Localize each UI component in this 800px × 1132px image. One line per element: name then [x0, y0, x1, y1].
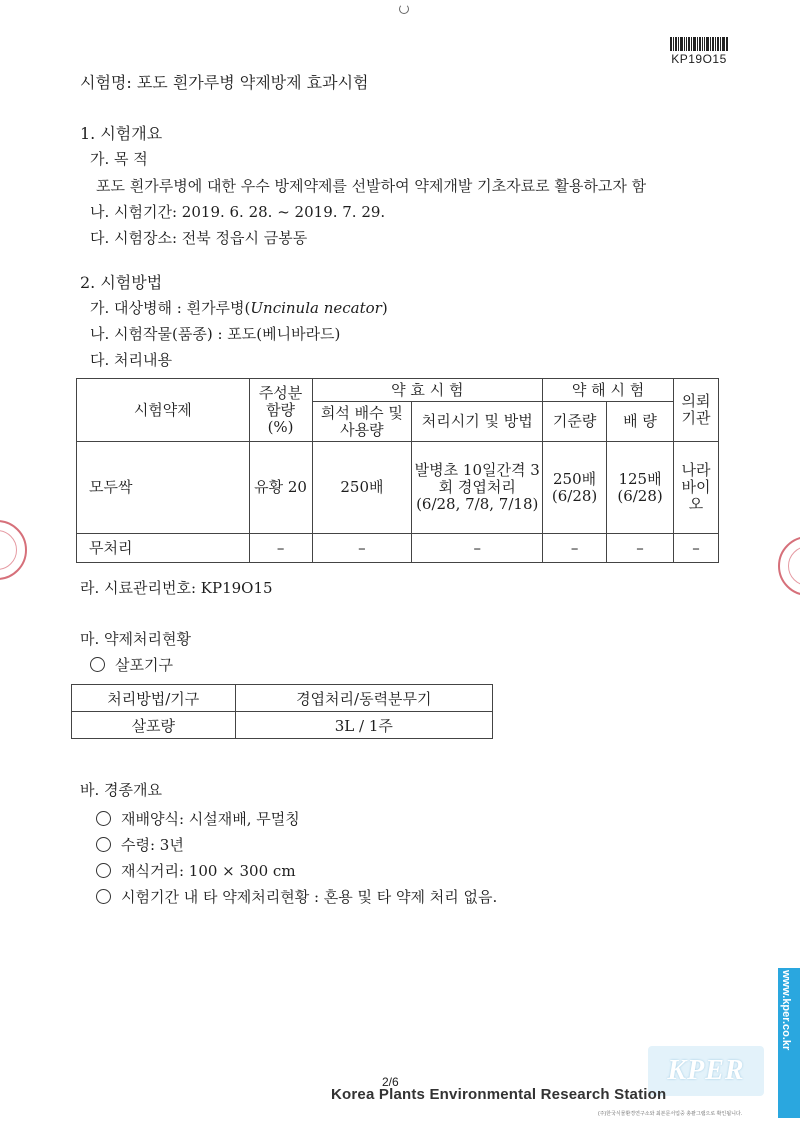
cell-agent: 모두싹 [77, 442, 250, 534]
cell-ingredient: – [249, 534, 312, 563]
right-seal-stamp [778, 536, 800, 596]
cell-requester: 나라 바이 오 [674, 442, 719, 534]
sample-number: 라. 시료관리번호: KP19O15 [80, 579, 273, 597]
header-double: 배 량 [607, 402, 674, 442]
cell-timing: 발병초 10일간격 3회 경엽처리 (6/28, 7/8, 7/18) [412, 442, 543, 534]
target-scientific-name: Uncinula necator [250, 299, 382, 317]
spray-equipment-label: 살포기구 [115, 656, 173, 674]
cell-standard: – [543, 534, 607, 563]
header-agent: 시험약제 [77, 379, 250, 442]
cell-double: – [607, 534, 674, 563]
cultivation-label: 바. 경종개요 [80, 781, 162, 799]
target-disease: 가. 대상병해 : 흰가루병(Uncinula necator) [90, 299, 388, 317]
header-standard: 기준량 [543, 402, 607, 442]
website-url: www.kper.co.kr [780, 970, 792, 1051]
circle-bullet-icon [96, 863, 111, 878]
circle-bullet-icon [90, 657, 105, 672]
circle-bullet-icon [96, 889, 111, 904]
test-crop: 나. 시험작물(품종) : 포도(베니바라드) [90, 325, 341, 343]
cell-dilution: 250배 [312, 442, 412, 534]
cell-ingredient: 유황 20 [249, 442, 312, 534]
cell-double: 125배 (6/28) [607, 442, 674, 534]
barcode-block [668, 37, 730, 66]
spray-table [71, 684, 493, 739]
purpose-label: 가. 목 적 [90, 150, 148, 168]
list-item: 재식거리: 100 × 300 cm [96, 860, 296, 881]
footer-verification-note: (주)한국식물환경연구소와 최본문서업중 총괄그램으로 확인됩니다. [598, 1111, 743, 1117]
treatment-label: 다. 처리내용 [90, 351, 172, 369]
spray-status-label: 마. 약제처리현황 [80, 630, 191, 648]
table-row [72, 712, 493, 739]
document-title: 시험명: 포도 흰가루병 약제방제 효과시험 [80, 73, 369, 92]
circle-bullet-icon [96, 837, 111, 852]
punch-hole-mark [399, 4, 409, 14]
treatment-table [76, 378, 719, 563]
table-row [77, 442, 719, 534]
header-efficacy: 약 효 시 험 [312, 379, 543, 402]
cell-dilution: – [312, 534, 412, 563]
section2-heading: 2. 시험방법 [80, 273, 163, 292]
spray-equipment-item [90, 654, 173, 675]
header-dilution: 희석 배수 및 사용량 [312, 402, 412, 442]
cell-standard: 250배 (6/28) [543, 442, 607, 534]
side-url-bar [778, 968, 800, 1118]
test-period: 나. 시험기간: 2019. 6. 28. ~ 2019. 7. 29. [90, 203, 386, 221]
header-requester: 의뢰 기관 [674, 379, 719, 442]
header-ingredient: 주성분 함량 (%) [249, 379, 312, 442]
test-location: 다. 시험장소: 전북 정읍시 금봉동 [90, 229, 308, 247]
table-header-row [77, 379, 719, 402]
spray-method-label: 처리방법/기구 [72, 685, 236, 712]
organization-name: Korea Plants Environmental Research Station [331, 1086, 667, 1103]
list-item: 재배양식: 시설재배, 무멀칭 [96, 808, 300, 829]
kper-logo-watermark: KPER [648, 1046, 764, 1096]
cell-timing: – [412, 534, 543, 563]
list-item: 시험기간 내 타 약제처리현황 : 혼용 및 타 약제 처리 없음. [96, 886, 497, 907]
header-timing: 처리시기 및 방법 [412, 402, 543, 442]
section1-heading: 1. 시험개요 [80, 124, 163, 143]
table-row [72, 685, 493, 712]
list-item: 수령: 3년 [96, 834, 184, 855]
spray-method-value: 경엽처리/동력분무기 [235, 685, 492, 712]
cell-agent: 무처리 [77, 534, 250, 563]
purpose-text: 포도 흰가루병에 대한 우수 방제약제를 선발하여 약제개발 기초자료로 활용하고자 함 [96, 177, 647, 195]
circle-bullet-icon [96, 811, 111, 826]
left-seal-stamp [0, 520, 27, 580]
cell-requester: – [674, 534, 719, 563]
page-number: 2/6 [382, 1075, 399, 1089]
spray-amount-value: 3L / 1주 [235, 712, 492, 739]
table-row [77, 534, 719, 563]
header-phytotoxicity: 약 해 시 험 [543, 379, 674, 402]
barcode-icon [670, 37, 728, 51]
spray-amount-label: 살포량 [72, 712, 236, 739]
barcode-code: KP19O15 [671, 52, 727, 66]
